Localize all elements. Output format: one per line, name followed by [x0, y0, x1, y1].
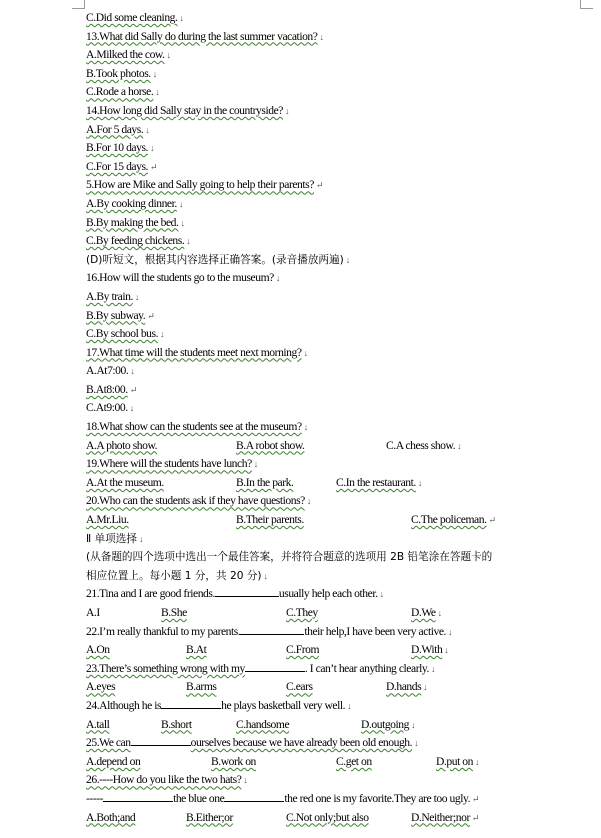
stem-before: 23.There’s something wrong with my: [86, 661, 245, 675]
section-instructions: [86, 567, 586, 586]
line-text: C.At9:00.: [86, 401, 128, 415]
line-text: C.Rode a horse.: [86, 85, 154, 99]
stem-before: 21.Tina and I are good friends.: [86, 587, 215, 601]
paragraph-mark-icon: ↓: [253, 459, 259, 470]
stem-after: . I can’t hear anything clearly.: [304, 661, 429, 675]
stem-middle: the blue one: [173, 791, 225, 805]
option-line: [86, 399, 586, 418]
paragraph-mark-icon: ↓: [149, 143, 155, 154]
question-line: [86, 771, 586, 790]
line-text: C.By feeding chickens.: [86, 234, 185, 248]
line-text: A.For 5 days.: [86, 122, 144, 136]
paragraph-mark-icon: ↓: [303, 347, 309, 358]
option-c: C.They: [286, 606, 318, 619]
option-line: [86, 325, 586, 344]
option-line: [86, 362, 586, 381]
option-c: [386, 437, 462, 456]
paragraph-mark-icon: ↓: [180, 217, 185, 228]
paragraph-mark-icon: ↓: [129, 403, 135, 414]
question-line: [86, 585, 586, 604]
question-line: [86, 102, 586, 121]
option-c: C.From: [286, 643, 320, 657]
option-line: [86, 232, 586, 251]
paragraph-mark-icon: ↵: [129, 384, 138, 395]
line-text: B.At8:00.: [86, 382, 128, 396]
option-a: A.Mr.Liu.: [86, 513, 129, 527]
option-c-text: C.In the restaurant.: [336, 475, 416, 489]
paragraph-mark-icon: ↓: [379, 589, 385, 600]
option-line: [86, 307, 586, 326]
options-row-q21: [86, 604, 586, 623]
stem-after: ourselves because we have already been old enough.: [190, 736, 413, 750]
paragraph-mark-icon: ↓: [152, 68, 158, 79]
option-b: B.A robot show.: [236, 438, 305, 452]
option-a: A.tall: [86, 717, 110, 731]
option-a: A.eyes: [86, 680, 116, 694]
answer-blank: [103, 790, 173, 802]
option-b: B.Either;or: [186, 810, 233, 824]
option-b: B.She: [161, 606, 187, 619]
answer-blank: [224, 790, 284, 802]
section-title-text: Ⅱ 单项选择: [86, 532, 137, 545]
question-line: [86, 9, 586, 28]
paragraph-mark-icon: ↵: [315, 180, 324, 191]
line-text: A.By train.: [86, 289, 133, 303]
option-b: B.work on: [211, 754, 256, 768]
options-row-q25: [86, 753, 586, 772]
paragraph-mark-icon: ↓: [186, 236, 191, 247]
line-text: C.Did some cleaning.: [86, 11, 178, 24]
paragraph-mark-icon: ↓: [130, 366, 135, 377]
line-text: 16.How will the students go to the museum?: [86, 271, 274, 285]
answer-blank: [240, 623, 304, 635]
paragraph-mark-icon: ↓: [160, 329, 165, 340]
line-text: 19.Where will the students have lunch?: [86, 457, 252, 471]
option-d-text: D.hands: [386, 680, 422, 694]
option-b: B.short: [161, 717, 192, 731]
line-text: 17.What time will the students meet next morning?: [86, 345, 302, 359]
options-row-q18: [86, 437, 586, 456]
option-c-text: C.A chess show.: [386, 438, 456, 452]
option-line: [86, 214, 586, 233]
paragraph-mark-icon: ↓: [319, 31, 324, 42]
paragraph-mark-icon: ↓: [179, 13, 184, 23]
paragraph-mark-icon: ↓: [437, 608, 443, 618]
document-page: [86, 9, 586, 827]
answer-blank: [161, 697, 221, 709]
options-row-q26: [86, 809, 586, 828]
line-text: B.By subway.: [86, 308, 146, 322]
paragraph-mark-icon: ↓: [263, 570, 269, 581]
page-corner-mark-left: [72, 0, 85, 9]
option-c: C.get on: [336, 754, 372, 768]
paragraph-mark-icon: ↓: [444, 645, 449, 656]
line-text: A.At7:00.: [86, 364, 129, 378]
paragraph-mark-icon: ↓: [345, 254, 351, 265]
option-line: [86, 288, 586, 307]
line-text: 14.How long did Sally stay in the countryside?: [86, 103, 283, 117]
option-a: A.depend on: [86, 754, 141, 768]
line-text: (D)听短文，根据其内容选择正确答案。(录音播放两遍): [86, 253, 344, 266]
paragraph-mark-icon: ↓: [138, 533, 144, 544]
paragraph-mark-icon: ↓: [275, 273, 281, 284]
paragraph-mark-icon: ↵: [488, 515, 497, 526]
line-text: B.For 10 days.: [86, 141, 148, 155]
stem-before: 25.We can: [86, 736, 131, 750]
option-a: A.At the museum.: [86, 475, 164, 489]
question-line: [86, 418, 586, 437]
paragraph-mark-icon: ↓: [306, 496, 312, 507]
option-d-text: D.With: [411, 643, 443, 657]
paragraph-mark-icon: ↓: [134, 291, 140, 302]
stem-after: the red one is my favorite.They are too ugly.: [284, 791, 471, 805]
line-text: 18.What show can the students see at the museum?: [86, 420, 302, 434]
line-text: 20.Who can the students ask if they have questions?: [86, 494, 305, 508]
options-row-q23: [86, 678, 586, 697]
paragraph-mark-icon: ↓: [303, 422, 309, 433]
question-line: [86, 176, 586, 195]
option-d: [411, 809, 479, 828]
paragraph-mark-icon: ↓: [166, 50, 172, 61]
paragraph-mark-icon: ↓: [145, 124, 150, 135]
options-row-q19: [86, 474, 586, 493]
option-line: [86, 121, 586, 140]
option-c: [411, 511, 496, 530]
question-line: [86, 28, 586, 47]
paragraph-mark-icon: ↓: [417, 477, 423, 488]
question-line: [86, 344, 586, 363]
option-c: C.ears: [286, 680, 313, 694]
options-row-q24: [86, 716, 586, 735]
question-line: [86, 455, 586, 474]
question-line: [86, 697, 586, 716]
line-text: 26.----How do you like the two hats?: [86, 773, 242, 787]
question-line: [86, 623, 586, 642]
option-b: B.arms: [186, 680, 217, 694]
dash-prefix: -----: [86, 791, 104, 805]
line-text: A.Milked the cow.: [86, 48, 165, 62]
paragraph-mark-icon: ↵: [147, 310, 155, 321]
option-line: [86, 46, 586, 65]
option-a: A.Both;and: [86, 810, 136, 824]
option-a: A.I: [86, 606, 100, 619]
line-text: C.By school bus.: [86, 327, 159, 341]
stem-after: their help,I have been very active.: [304, 624, 446, 638]
paragraph-mark-icon: ↓: [411, 719, 416, 730]
stem-before: 22.I’m really thankful to my parents.: [86, 624, 241, 638]
option-b: B.At: [186, 643, 207, 657]
line-text: B.By making the bed.: [86, 215, 179, 229]
question-line: [86, 660, 586, 679]
option-line: [86, 195, 586, 214]
options-row-q20: [86, 511, 586, 530]
option-c: [336, 474, 422, 493]
options-row-q22: [86, 641, 586, 660]
option-b: B.Their parents.: [236, 513, 304, 527]
option-d: [411, 641, 449, 660]
section-heading: [86, 251, 586, 270]
question-line: [86, 790, 586, 809]
paragraph-mark-icon: ↓: [178, 198, 184, 209]
option-d: [361, 716, 416, 735]
paragraph-mark-icon: ↓: [243, 775, 248, 786]
option-b: B.In the park.: [236, 475, 294, 489]
stem-before: 24.Although he is: [86, 698, 162, 712]
section-instructions: [86, 548, 586, 567]
paragraph-mark-icon: ↓: [474, 756, 480, 767]
paragraph-mark-icon: ↓: [414, 738, 419, 749]
page-corner-mark-right: [580, 0, 593, 9]
option-line: [86, 158, 586, 177]
option-d-text: D.Neither;nor: [411, 810, 470, 824]
paragraph-mark-icon: ↓: [457, 440, 462, 451]
option-d: [386, 678, 428, 697]
option-d-text: D.outgoing: [361, 717, 409, 731]
option-c: C.Not only;but also: [286, 810, 369, 824]
answer-blank: [215, 585, 279, 597]
paragraph-mark-icon: ↵: [472, 793, 480, 804]
stem-after: usually help each other.: [278, 587, 378, 601]
option-a: A.A photo show.: [86, 438, 158, 452]
option-line: [86, 139, 586, 158]
paragraph-mark-icon: ↓: [347, 700, 352, 711]
paragraph-mark-icon: ↓: [155, 87, 160, 98]
answer-blank: [245, 660, 305, 672]
answer-blank: [131, 734, 191, 746]
option-d-text: D.put on: [436, 754, 473, 768]
option-d: [411, 604, 442, 623]
option-d: [436, 753, 479, 772]
line-text: 5.How are Mike and Sally going to help their parents?: [86, 178, 314, 192]
option-line: [86, 381, 586, 400]
question-line: [86, 269, 586, 288]
option-line: [86, 83, 586, 102]
section-title: [86, 530, 586, 549]
paragraph-mark-icon: ↓: [430, 663, 436, 674]
instruction-text: (从备题的四个选项中选出一个最佳答案，并将符合题意的选项用 2B 铅笔涂在答题卡的: [86, 551, 493, 564]
option-c-text: C.The policeman.: [411, 513, 487, 527]
instruction-text: 相应位置上。每小题 1 分，共 20 分): [86, 569, 262, 582]
paragraph-mark-icon: ↵: [149, 161, 158, 172]
line-text: A.By cooking dinner.: [86, 196, 177, 210]
question-line: [86, 734, 586, 753]
line-text: C.For 15 days.: [86, 159, 148, 173]
option-c: C.handsome: [236, 717, 290, 731]
line-text: 13.What did Sally do during the last summer vacation?: [86, 29, 318, 43]
option-a: A.On: [86, 643, 110, 657]
paragraph-mark-icon: ↓: [284, 105, 290, 116]
line-text: B.Took photos.: [86, 66, 151, 80]
paragraph-mark-icon: ↓: [423, 682, 428, 693]
option-line: [86, 65, 586, 84]
paragraph-mark-icon: ↓: [447, 626, 453, 637]
option-d-text: D.We: [411, 606, 436, 619]
stem-after: he plays basketball very well.: [221, 698, 346, 712]
question-line: [86, 492, 586, 511]
paragraph-mark-icon: ↵: [471, 812, 480, 823]
